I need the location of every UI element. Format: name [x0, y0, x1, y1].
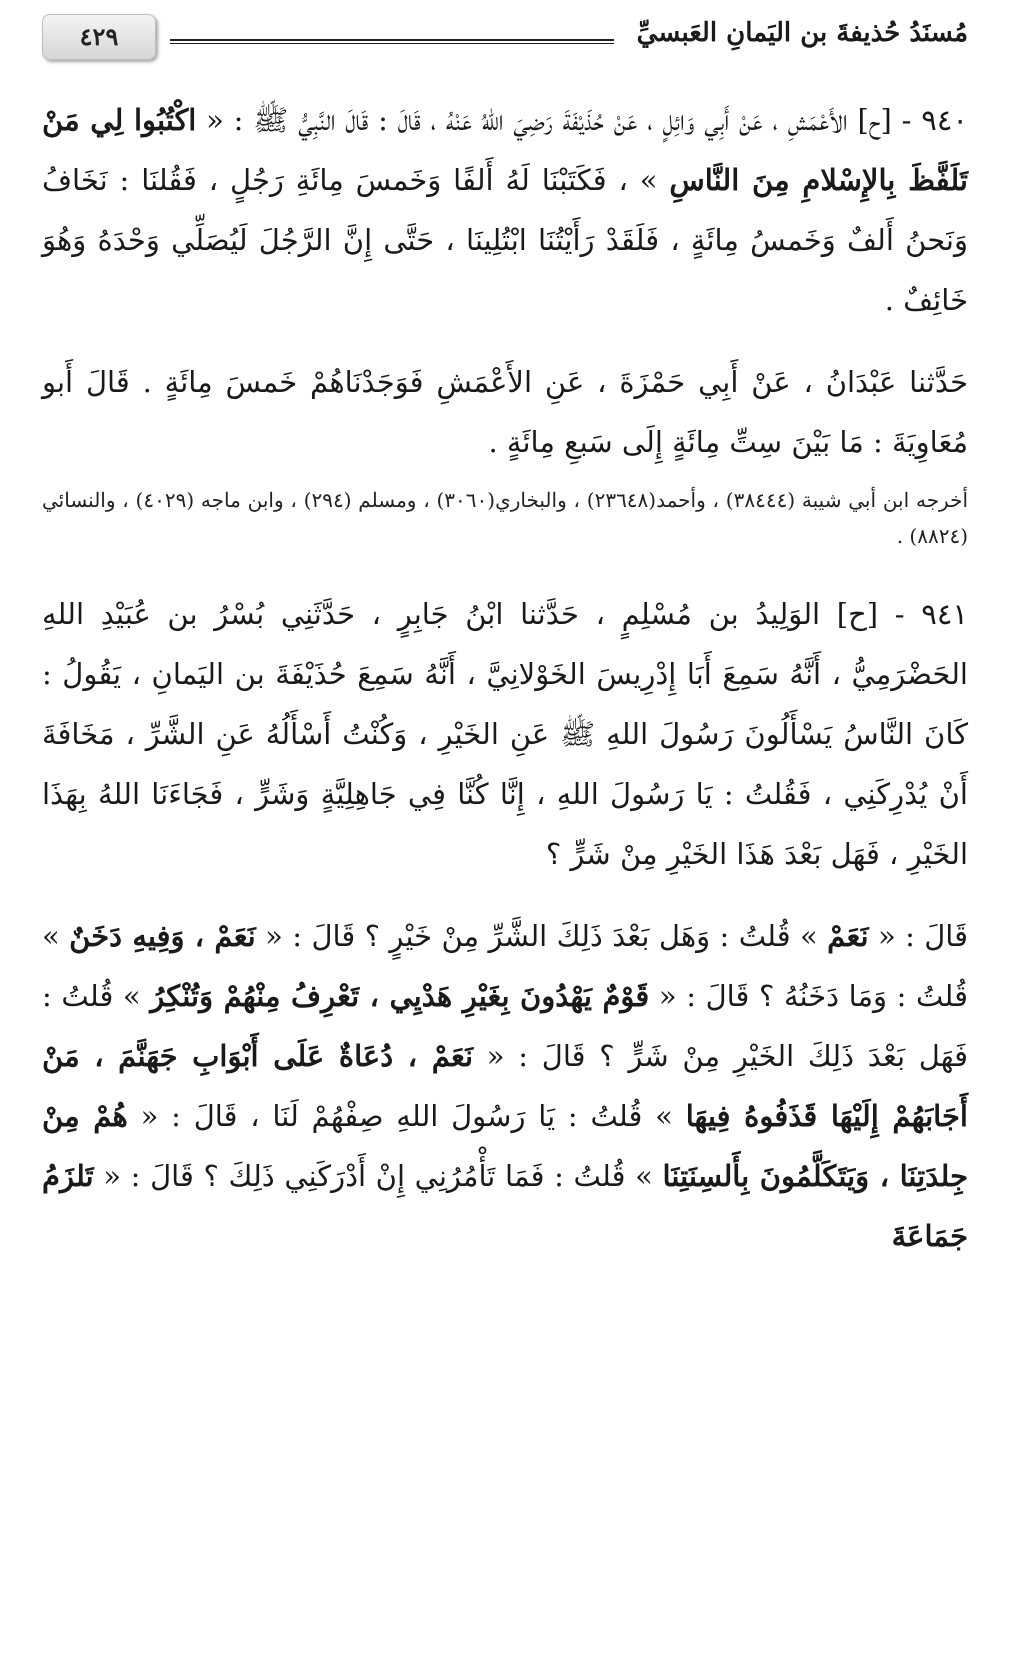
hadith-940-chain-note: حَدَّثنا عَبْدَانُ ، عَنْ أَبِي حَمْزَةَ ، عَنِ الأَعْمَشِ فَوَجَدْنَاهُمْ خَمسَ مِائَةٍ . قَالَ أَبو مُعَاوِيَةَ : مَا بَيْنَ سِتِّ مِائَةٍ إِلَى سَبعِ مِائَةٍ .: [42, 365, 968, 459]
page-header: [42, 14, 968, 70]
narration-text: ٩٤٠ - [ح] الأَعْمَشِ ، عَنْ أَبِي وَائِلٍ ، عَنْ حُذَيْفَةَ رَضِيَ اللهُ عَنْهُ ، قَالَ : قَالَ النَّبِيُّ ﷺ : «: [196, 103, 968, 137]
hadith-941-text: ٩٤١ - [ح] الوَلِيدُ بن مُسْلِمٍ ، حَدَّثنا ابْنُ جَابِرٍ ، حَدَّثَنِي بُسْرُ بن عُبَيْدِ اللهِ الحَضْرَمِيُّ ، أَنَّهُ سَمِعَ أَبَا إِدْرِيسَ الخَوْلانِيَّ ، أَنَّهُ سَمِعَ حُذَيْفَةَ بن اليَمانِ ، يَقُولُ : كَانَ النَّاسُ يَسْأَلُونَ رَسُولَ اللهِ ﷺ عَنِ الخَيْرِ ، وَكُنْتُ أَسْأَلُهُ عَنِ الشَّرِّ ، مَخَافَةَ أَنْ يُدْرِكَنِي ، فَقُلتُ : يَا رَسُولَ اللهِ ، إِنَّا كُنَّا فِي جَاهِلِيَّةٍ وَشَرٍّ ، فَجَاءَنَا اللهُ بِهَذَا الخَيْرِ ، فَهَل بَعْدَ هَذَا الخَيْرِ مِنْ شَرٍّ ؟: [42, 597, 968, 871]
header-rule: [170, 39, 614, 44]
narration-text: » قُلتُ : يَا رَسُولَ اللهِ صِفْهُمْ لَنَا ، قَالَ : «: [127, 1099, 686, 1133]
running-title: مُسنَدُ حُذيفةَ بن اليَمانِ العَبسيِّ: [636, 18, 968, 48]
narration-text: » قُلتُ : فَمَا تَأْمُرُنِي إِنْ أَدْرَكَنِي ذَلِكَ ؟ قَالَ : «: [93, 1159, 663, 1193]
prophetic-speech-bold: نَعَمْ ، دُعَاةٌ عَلَى أَبْوَابِ جَهَنَّمَ ، مَنْ أَجَابَهُمْ إِلَيْهَا قَذَفُوهُ فِيهَا: [42, 1039, 968, 1133]
narration-text: قَالَ : «: [868, 919, 969, 953]
narration-text: » قُلتُ : فَهَل بَعْدَ ذَلِكَ الخَيْرِ مِنْ شَرٍّ ؟ قَالَ : «: [42, 979, 968, 1073]
prophetic-speech-bold: هُمْ مِنْ جِلدَتِنَا ، وَيَتَكَلَّمُونَ بِأَلسِنَتِنَا: [42, 1099, 968, 1193]
prophetic-speech-bold: اكْتُبُوا لِي مَنْ تَلَفَّظَ بِالإِسْلامِ مِنَ النَّاسِ: [42, 103, 968, 197]
paragraph-gap: [42, 554, 968, 584]
narration-text: » ، فَكَتَبْنَا لَهُ أَلفًا وَخَمسَ مِائَةِ رَجُلٍ ، فَقُلنَا : نَخَافُ وَنَحنُ أَلفٌ وَخَمسُ مِائَةٍ ، فَلَقَدْ رَأَيْتُنَا ابْتُلِينَا ، حَتَّى إِنَّ الرَّجُلَ لَيُصَلِّي وَحْدَهُ وَهُوَ خَائِفٌ .: [42, 163, 968, 317]
paragraph-gap: [42, 884, 968, 906]
prophetic-speech-bold: نَعَمْ: [827, 919, 869, 953]
prophetic-speech-bold: نَعَمْ ، وَفِيهِ دَخَنٌ: [69, 919, 256, 953]
hadith-941-dialogue: [42, 906, 968, 1266]
paragraph-gap: [42, 330, 968, 352]
page-number-badge: ٤٢٩: [42, 14, 156, 60]
narration-text: » قُلتُ : وَهَل بَعْدَ ذَلِكَ الشَّرِّ مِنْ خَيْرٍ ؟ قَالَ : «: [255, 919, 828, 953]
hadith-940-text: [42, 90, 968, 330]
document-page: [42, 14, 968, 1266]
narration-text: » قُلتُ : وَمَا دَخَنُهُ ؟ قَالَ : «: [42, 919, 968, 1013]
prophetic-speech-bold: قَوْمٌ يَهْدُونَ بِغَيْرِ هَدْيِي ، تَعْرِفُ مِنْهُمْ وَتُنْكِرُ: [150, 979, 650, 1013]
hadith-940-takhrij-footnote: أخرجه ابن أبي شيبة (٣٨٤٤٤) ، وأحمد(٢٣٦٤٨) ، والبخاري(٣٠٦٠) ، ومسلم (٢٩٤) ، وابن ماجه (٤٠٢٩) ، والنسائي (٨٨٢٤) .: [42, 488, 969, 548]
prophetic-speech-bold: تَلزَمُ جَمَاعَةَ: [42, 1159, 968, 1253]
